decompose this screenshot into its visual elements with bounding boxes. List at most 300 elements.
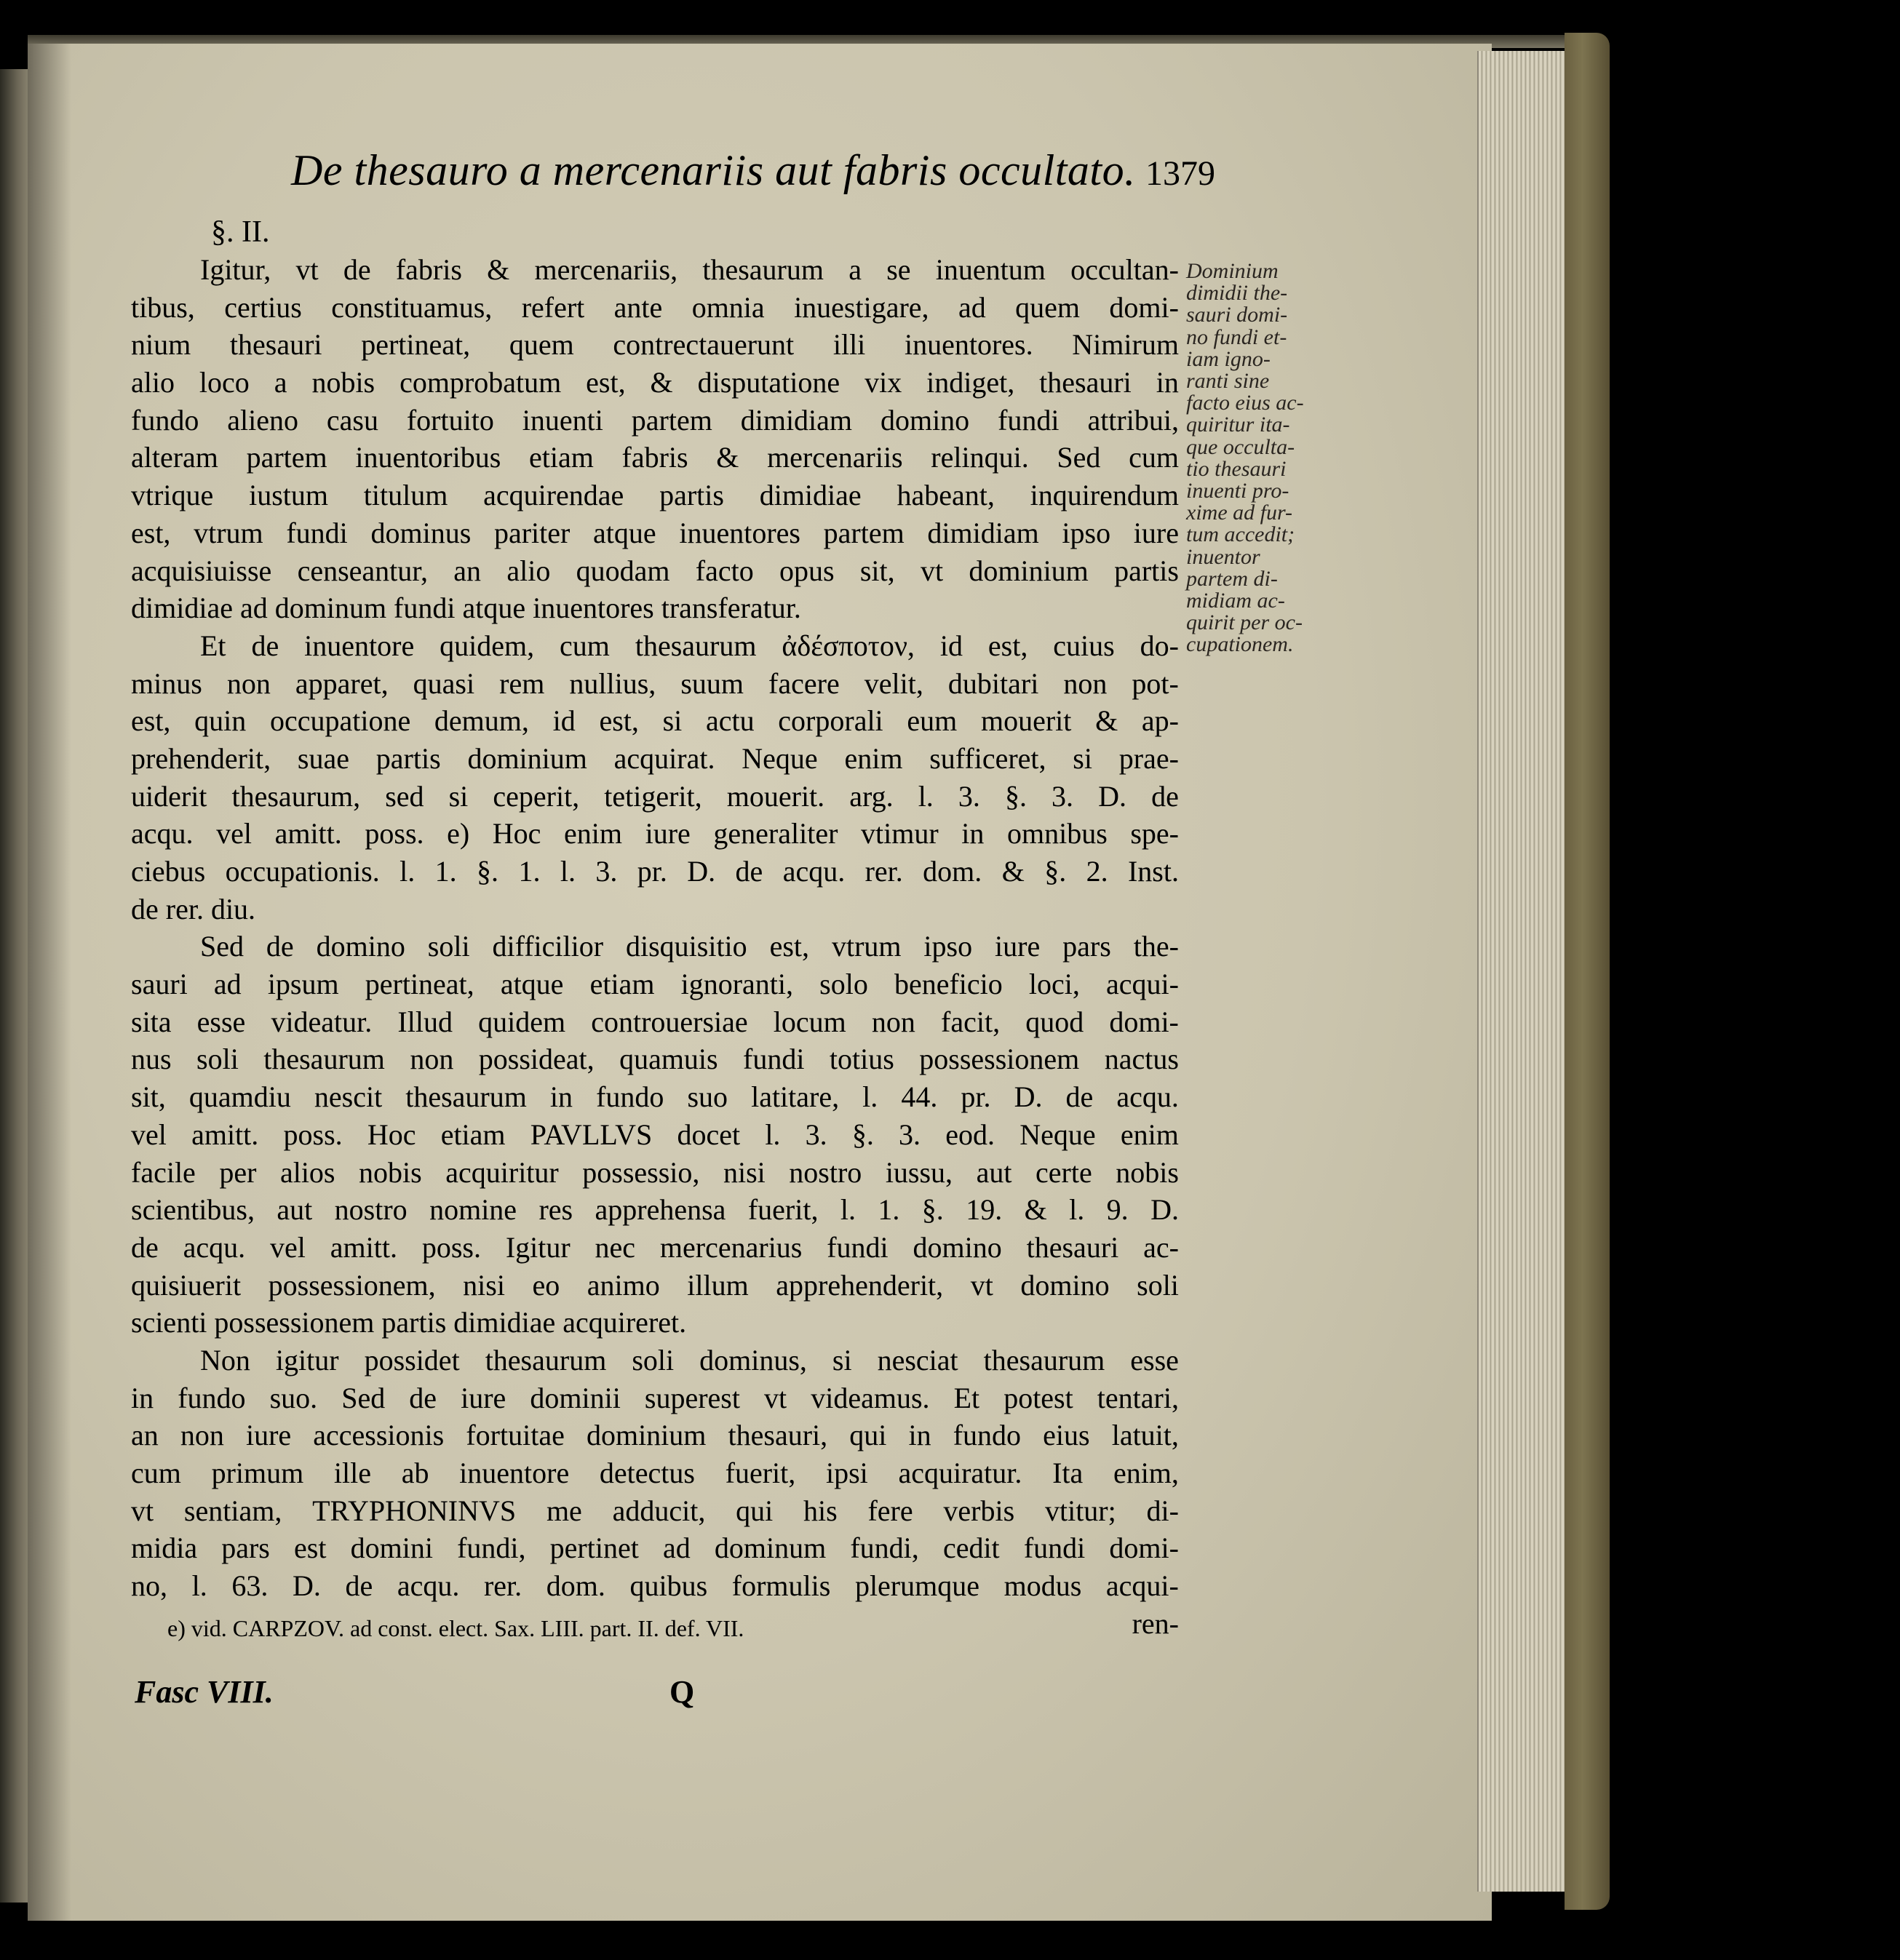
margin-note-line: iam igno- — [1186, 346, 1271, 371]
word: 3. — [805, 1118, 827, 1151]
word: solo — [819, 968, 868, 1001]
word: vt — [764, 1381, 787, 1414]
word: generaliter — [713, 817, 838, 850]
word: TRYPHONINVS — [312, 1494, 517, 1527]
word: l. — [840, 1193, 856, 1227]
catchword: ren- — [1132, 1606, 1179, 1640]
word: dominium — [586, 1419, 707, 1452]
word: Et — [200, 629, 226, 662]
text-line — [131, 1116, 1179, 1154]
book-cover-board — [1565, 33, 1610, 1910]
word: est, — [131, 516, 171, 549]
word: Et — [953, 1381, 980, 1414]
word: partis — [1114, 554, 1179, 587]
word: suum — [680, 666, 744, 700]
word: nomine — [429, 1193, 517, 1227]
fascicle-mark: Fasc VIII. — [135, 1674, 274, 1710]
word: & — [1001, 855, 1025, 888]
word: fortuitae — [466, 1419, 565, 1452]
margin-note-line: midiam ac- — [1186, 589, 1285, 613]
word: de — [266, 930, 294, 963]
word: possessionem, — [268, 1268, 436, 1302]
word: fundi — [998, 403, 1060, 437]
word: inuentore — [459, 1457, 570, 1489]
word: cum — [560, 629, 610, 662]
word: opus — [779, 554, 835, 587]
word: & — [487, 253, 510, 286]
body-text — [131, 251, 1179, 1642]
word: quasi — [413, 666, 475, 700]
text-line — [131, 928, 1179, 965]
word: illum — [687, 1268, 749, 1302]
word: corporali — [778, 704, 883, 738]
word: est, — [131, 704, 171, 738]
word: dominus — [370, 516, 472, 549]
text-line — [131, 1154, 1179, 1192]
word: 1. — [878, 1193, 900, 1227]
word: eod. — [945, 1118, 995, 1151]
word: est, — [599, 704, 639, 738]
word: vtrum — [194, 516, 263, 549]
word: facile — [131, 1155, 196, 1189]
word: dubitari — [947, 666, 1039, 700]
word: videamus. — [811, 1381, 930, 1414]
word: verbis — [943, 1494, 1015, 1527]
word: latuit, — [1111, 1419, 1179, 1452]
word: superest — [644, 1381, 740, 1414]
text-line — [131, 853, 1179, 891]
margin-note-line: ranti sine — [1186, 369, 1270, 394]
word: the- — [1133, 930, 1179, 963]
word: locum — [773, 1005, 846, 1038]
word: quem — [509, 328, 574, 362]
word: iure — [1133, 516, 1179, 549]
text-line — [131, 477, 1179, 514]
word: vtimur — [860, 817, 939, 850]
word: apparet, — [295, 666, 389, 700]
text-line — [131, 1342, 1179, 1379]
word: occupatione — [269, 704, 411, 738]
word: fabris — [395, 253, 462, 286]
word: apprehenderit, — [776, 1268, 944, 1302]
word: beneficio — [894, 968, 1003, 1001]
margin-note-line: inuenti pro- — [1186, 479, 1289, 503]
margin-note — [1186, 260, 1350, 656]
text-line — [131, 815, 1179, 853]
word: ad — [662, 1531, 691, 1565]
page-fore-edge — [1477, 51, 1572, 1892]
word: Sed — [200, 930, 244, 963]
word: soli — [632, 1343, 675, 1377]
word: fere — [867, 1494, 913, 1527]
text-line — [131, 627, 1179, 665]
text-line — [131, 364, 1179, 402]
word: est, — [769, 930, 810, 963]
word: vt — [295, 253, 319, 286]
word: ap- — [1141, 704, 1179, 738]
word: acqu. — [397, 1569, 460, 1603]
word: Sed — [1057, 441, 1101, 474]
word: videatur. — [271, 1005, 373, 1038]
word: D. — [1098, 779, 1127, 813]
word: iure — [461, 1381, 506, 1414]
word: refert — [521, 290, 585, 324]
word: scientibus, — [131, 1193, 255, 1227]
word: fundi — [1023, 1531, 1086, 1565]
word: poss. — [283, 1118, 343, 1151]
text-line — [131, 289, 1179, 327]
word: se — [886, 253, 911, 286]
word: vel — [270, 1230, 306, 1264]
word: 44. — [901, 1080, 938, 1114]
margin-note-line: facto eius ac- — [1186, 391, 1304, 415]
word: possessionem — [919, 1043, 1080, 1076]
word: eo — [532, 1268, 560, 1302]
word: de — [131, 1230, 159, 1264]
word: rer. — [483, 1569, 522, 1603]
word: ille — [333, 1457, 372, 1489]
word: non — [1063, 666, 1108, 700]
running-title: De thesauro a mercenariis aut fabris occultato. — [291, 146, 1136, 194]
text-line — [131, 326, 1179, 364]
word: acquiritur — [445, 1155, 559, 1189]
word: de — [409, 1381, 437, 1414]
text-line — [131, 402, 1179, 439]
text-line — [131, 1191, 1179, 1229]
word: acquirendae — [483, 479, 624, 512]
word: cum — [1129, 441, 1179, 474]
word: ac- — [1143, 1230, 1179, 1264]
word: difficilior — [492, 930, 604, 963]
word: Inst. — [1127, 855, 1179, 888]
text-line — [131, 1267, 1179, 1304]
text-line — [131, 740, 1179, 778]
word: e) — [447, 817, 470, 850]
word: occupationis. — [225, 855, 380, 888]
word: facto — [695, 554, 754, 587]
word: quidem, — [440, 629, 535, 662]
word: quidem — [478, 1005, 566, 1038]
word: partis — [659, 479, 724, 512]
word: si — [832, 1343, 852, 1377]
word: disputatione — [697, 366, 840, 399]
word: de — [735, 855, 763, 888]
word: sit, — [131, 1080, 166, 1114]
word: indiget, — [926, 366, 1015, 399]
word: PAVLLVS — [530, 1118, 653, 1151]
word: ipsum — [267, 968, 339, 1001]
word: 3. — [1052, 779, 1074, 813]
word: fundi — [743, 1043, 805, 1076]
word: formulis — [731, 1569, 831, 1603]
word: loci, — [1028, 968, 1080, 1001]
word: D. — [1150, 1193, 1179, 1227]
word: Nimirum — [1072, 328, 1179, 362]
word: 1. — [434, 855, 457, 888]
margin-note-line: tum accedit; — [1186, 522, 1295, 547]
word: de — [345, 1569, 373, 1603]
word: docet — [677, 1118, 741, 1151]
word: in — [131, 1381, 154, 1414]
word: enim, — [1113, 1457, 1179, 1489]
text-line — [131, 702, 1179, 740]
word: rer. — [864, 855, 903, 888]
word: dominii — [530, 1381, 621, 1414]
word: dominus, — [699, 1343, 807, 1377]
word: fortuito — [406, 403, 494, 437]
word: thesauri — [1026, 1230, 1119, 1264]
word: in — [549, 1080, 573, 1114]
word: non — [410, 1043, 454, 1076]
word: thesauri — [1039, 366, 1132, 399]
gutter-shadow — [28, 44, 71, 1921]
word: acqui- — [1105, 1569, 1179, 1603]
word: §. — [477, 855, 499, 888]
word: inuentoribus — [355, 441, 501, 474]
word: etiam — [589, 968, 655, 1001]
word: de — [1151, 779, 1179, 813]
word: pr. — [961, 1080, 991, 1114]
word: fuerit, — [725, 1457, 796, 1489]
word: nec — [595, 1230, 636, 1264]
word: non — [180, 1419, 224, 1452]
word: cedit — [942, 1531, 1000, 1565]
word: arg. — [849, 779, 894, 813]
word: vt — [920, 554, 944, 587]
word: §. — [1044, 855, 1067, 888]
word: inuenti — [522, 403, 603, 437]
word: sit, — [859, 554, 895, 587]
word: inuestigare, — [794, 290, 929, 324]
word: D. — [292, 1569, 321, 1603]
word: inuentores. — [904, 328, 1033, 362]
text-line — [131, 1492, 1179, 1530]
word: amitt. — [191, 1118, 259, 1151]
word: acqui- — [1106, 968, 1179, 1001]
word: cum — [131, 1457, 181, 1489]
word: do- — [1140, 629, 1179, 662]
word: mouerit. — [726, 779, 825, 813]
word: mercenariis, — [534, 253, 678, 286]
word: constituamus, — [331, 290, 493, 324]
word: poss. — [421, 1230, 481, 1264]
word: inuentores — [679, 516, 800, 549]
word: relinqui. — [931, 441, 1029, 474]
word: di- — [1146, 1494, 1179, 1527]
word: controuersiae — [591, 1005, 748, 1038]
word: nobis — [1116, 1155, 1179, 1189]
word: & — [650, 366, 673, 399]
word: minus — [131, 666, 202, 700]
word: nullius, — [569, 666, 656, 700]
word: eum — [907, 704, 958, 738]
word: est, — [586, 366, 626, 399]
word: suae — [297, 741, 349, 775]
section-heading: §. II. — [211, 215, 270, 249]
word: domi- — [1109, 290, 1179, 324]
word: nobis — [311, 366, 375, 399]
text-line — [131, 1229, 1179, 1267]
margin-note-line: quirit per oc- — [1186, 610, 1303, 635]
word: domi- — [1109, 1005, 1179, 1038]
word: an — [131, 1419, 159, 1452]
word: partem — [823, 516, 905, 549]
word: id — [939, 629, 963, 662]
word: inuentore — [304, 629, 415, 662]
word: amitt. — [274, 817, 342, 850]
word: partis — [375, 741, 441, 775]
word: in — [908, 1419, 931, 1452]
word: mercenariis — [767, 441, 903, 474]
word: atque — [593, 516, 656, 549]
word: quod — [1025, 1005, 1084, 1038]
margin-note-line: xime ad fur- — [1186, 501, 1293, 525]
word: nactus — [1104, 1043, 1179, 1076]
word: detectus — [599, 1457, 695, 1489]
word: omnibus — [1006, 817, 1108, 850]
word: sauri — [131, 968, 188, 1001]
word: l. — [765, 1118, 781, 1151]
word: est — [294, 1531, 327, 1565]
word: thesaurum — [983, 1343, 1105, 1377]
word: fundi, — [457, 1531, 526, 1565]
word: nescit — [314, 1080, 383, 1114]
word: fundo — [953, 1419, 1022, 1452]
word: 3. — [958, 779, 980, 813]
word: non — [871, 1005, 915, 1038]
word: 19. — [966, 1193, 1003, 1227]
word: me — [546, 1494, 582, 1527]
word: acquirat. — [613, 741, 715, 775]
word: cuius — [1053, 629, 1115, 662]
word: vel — [131, 1118, 167, 1151]
word: est, — [987, 629, 1028, 662]
word: pr. — [637, 855, 667, 888]
word: enim — [1120, 1118, 1179, 1151]
word: sita — [131, 1005, 172, 1038]
word: ceperit, — [493, 779, 580, 813]
word: mercenarius — [659, 1230, 803, 1264]
word: dimidiam — [927, 516, 1039, 549]
word: non — [226, 666, 271, 700]
word: inquirendum — [1030, 479, 1179, 512]
word: pars — [1062, 930, 1111, 963]
word: etiam — [440, 1118, 506, 1151]
word: fundo — [131, 403, 199, 437]
word: etiam — [528, 441, 594, 474]
word: acquiratur. — [898, 1457, 1022, 1489]
word: vt — [131, 1494, 154, 1527]
word: facere — [768, 666, 840, 700]
word: fundi — [286, 516, 348, 549]
text-line — [131, 251, 1179, 289]
margin-note-line: que occulta- — [1186, 434, 1295, 459]
text-line — [131, 665, 1179, 703]
word: vix — [864, 366, 902, 399]
word: prehenderit, — [131, 741, 271, 775]
word: a — [848, 253, 862, 286]
word: attribui, — [1087, 403, 1179, 437]
word: de — [1065, 1080, 1094, 1114]
word: domino — [913, 1230, 1002, 1264]
word: dominium — [467, 741, 587, 775]
word: domino — [316, 930, 405, 963]
word: sed — [385, 779, 424, 813]
word: ignoranti, — [680, 968, 793, 1001]
word: fuerit, — [747, 1193, 819, 1227]
word: thesauri, — [728, 1419, 828, 1452]
word: dominium — [969, 554, 1089, 587]
word: actu — [705, 704, 755, 738]
word: id — [552, 704, 576, 738]
word: tetigerit, — [604, 779, 702, 813]
word: dom. — [546, 1569, 605, 1603]
word: ciebus — [131, 855, 206, 888]
word: qui — [849, 1419, 887, 1452]
text-line — [131, 1003, 1179, 1041]
text-line — [131, 1379, 1179, 1417]
word: certe — [1036, 1155, 1092, 1189]
word: si — [1073, 741, 1092, 775]
word: Illud — [397, 1005, 453, 1038]
word: nobis — [359, 1155, 422, 1189]
word: sufficeret, — [929, 741, 1046, 775]
text-line — [131, 1454, 1179, 1492]
word: alios — [279, 1155, 335, 1189]
word: thesauri — [229, 328, 322, 362]
word: titulum — [363, 479, 448, 512]
margin-note-line: sauri domi- — [1186, 303, 1288, 327]
word: §. — [1004, 779, 1027, 813]
word: certius — [224, 290, 302, 324]
word: 2. — [1086, 855, 1108, 888]
word: 3. — [899, 1118, 921, 1151]
word: vtrique — [131, 479, 214, 512]
word: l. — [191, 1569, 207, 1603]
word: iure — [645, 817, 691, 850]
word: §. — [921, 1193, 944, 1227]
word: quibus — [629, 1569, 708, 1603]
word: domi- — [1109, 1531, 1179, 1565]
text-line — [131, 1529, 1179, 1567]
word: res — [538, 1193, 573, 1227]
word: per — [219, 1155, 257, 1189]
word: modus — [1003, 1569, 1082, 1603]
left-page-edge — [0, 69, 29, 1903]
word: thesaurum, — [231, 779, 361, 813]
word: quisiuerit — [131, 1268, 242, 1302]
text-line — [131, 1040, 1179, 1078]
word: eius — [1043, 1419, 1090, 1452]
word: thesaurum — [405, 1080, 527, 1114]
word: suo — [687, 1080, 728, 1114]
word: comprobatum — [400, 366, 562, 399]
margin-note-line: cupationem. — [1186, 632, 1294, 657]
margin-note-line: partem di- — [1186, 566, 1278, 591]
word: acquisiuisse — [131, 554, 272, 587]
word: iussu, — [885, 1155, 953, 1189]
word: dominum — [714, 1531, 827, 1565]
text-line: dimidiae ad dominum fundi atque inuentores transferatur. — [131, 591, 801, 625]
word: nostro — [334, 1193, 408, 1227]
word: de — [251, 629, 279, 662]
text-line — [131, 778, 1179, 816]
word: accessionis — [313, 1419, 445, 1452]
word: no, — [131, 1569, 167, 1603]
word: thesaurum — [702, 253, 824, 286]
word: tentari, — [1097, 1381, 1179, 1414]
word: apprehensa — [595, 1193, 726, 1227]
